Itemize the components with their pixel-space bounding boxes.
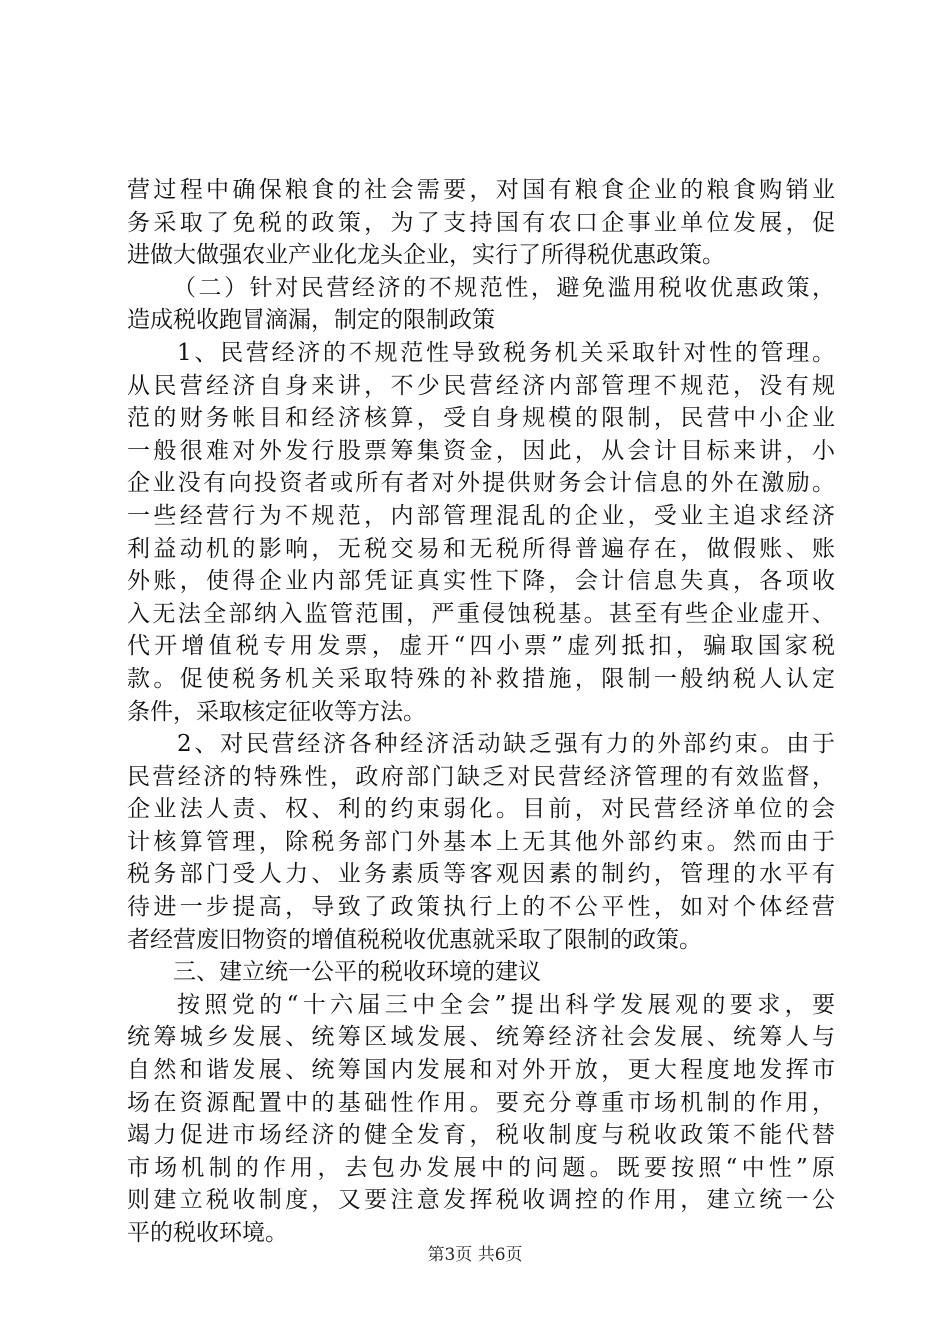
text-line: 进做大做强农业产业化龙头企业，实行了所得税优惠政策。 bbox=[127, 242, 725, 269]
text-line: 待进一步提高，导致了政策执行上的不公平性，如对个体经营 bbox=[127, 894, 835, 921]
text-line: 务采取了免税的政策，为了支持国有农口企事业单位发展，促 bbox=[127, 209, 835, 236]
text-line: 平的税收环境。 bbox=[127, 1220, 288, 1246]
text-line: 一般很难对外发行股票筹集资金，因此，从会计目标来讲，小 bbox=[127, 437, 835, 464]
text-line: 竭力促进市场经济的健全发育，税收制度与税收政策不能代替 bbox=[127, 1122, 835, 1149]
text-line: 从民营经济自身来讲，不少民营经济内部管理不规范，没有规 bbox=[127, 372, 835, 399]
text-line: 2、对民营经济各种经济活动缺乏强有力的外部约束。由于 bbox=[177, 731, 835, 758]
document-body bbox=[127, 174, 835, 1250]
text-line: （二）针对民营经济的不规范性，避免滥用税收优惠政策， bbox=[173, 274, 835, 301]
text-line: 按照党的“十六届三中全会”提出科学发展观的要求，要 bbox=[177, 991, 835, 1018]
text-line: 一些经营行为不规范，内部管理混乱的企业，受业主追求经济 bbox=[127, 502, 835, 529]
text-line: 1、民营经济的不规范性导致税务机关采取针对性的管理。 bbox=[177, 339, 835, 366]
text-line: 计核算管理，除税务部门外基本上无其他外部约束。然而由于 bbox=[127, 828, 835, 855]
text-line: 造成税收跑冒滴漏，制定的限制政策 bbox=[127, 307, 495, 334]
text-line: 营过程中确保粮食的社会需要，对国有粮食企业的粮食购销业 bbox=[127, 177, 835, 203]
text-line: 市场机制的作用，去包办发展中的问题。既要按照“中性”原 bbox=[127, 1154, 835, 1181]
text-line: 代开增值税专用发票，虚开“四小票”虚列抵扣，骗取国家税 bbox=[127, 633, 835, 660]
text-line: 民营经济的特殊性，政府部门缺乏对民营经济管理的有效监督， bbox=[127, 763, 835, 790]
text-line: 场在资源配置中的基础性作用。要充分尊重市场机制的作用， bbox=[127, 1089, 835, 1116]
text-line: 入无法全部纳入监管范围，严重侵蚀税基。甚至有些企业虚开、 bbox=[127, 600, 835, 627]
text-line: 利益动机的影响，无税交易和无税所得普遍存在，做假账、账 bbox=[127, 535, 835, 562]
text-line: 外账，使得企业内部凭证真实性下降，会计信息失真，各项收 bbox=[127, 568, 835, 595]
text-line: 三、建立统一公平的税收环境的建议 bbox=[173, 959, 541, 986]
text-line: 税务部门受人力、业务素质等客观因素的制约，管理的水平有 bbox=[127, 861, 835, 888]
text-line: 企业没有向投资者或所有者对外提供财务会计信息的外在激励。 bbox=[127, 470, 835, 497]
text-line: 范的财务帐目和经济核算，受自身规模的限制，民营中小企业 bbox=[127, 405, 835, 432]
text-line: 统筹城乡发展、统筹区域发展、统筹经济社会发展、统筹人与 bbox=[127, 1024, 835, 1051]
text-line: 自然和谐发展、统筹国内发展和对外开放，更大程度地发挥市 bbox=[127, 1057, 835, 1084]
page-number-footer: 第3页 共6页 bbox=[427, 1245, 523, 1265]
text-line: 则建立税收制度，又要注意发挥税收调控的作用，建立统一公 bbox=[127, 1187, 835, 1214]
text-line: 款。促使税务机关采取特殊的补救措施，限制一般纳税人认定 bbox=[127, 665, 835, 692]
text-line: 者经营废旧物资的增值税税收优惠就采取了限制的政策。 bbox=[127, 926, 702, 953]
text-line: 条件，采取核定征收等方法。 bbox=[127, 698, 426, 725]
text-line: 企业法人责、权、利的约束弱化。目前，对民营经济单位的会 bbox=[127, 796, 835, 823]
